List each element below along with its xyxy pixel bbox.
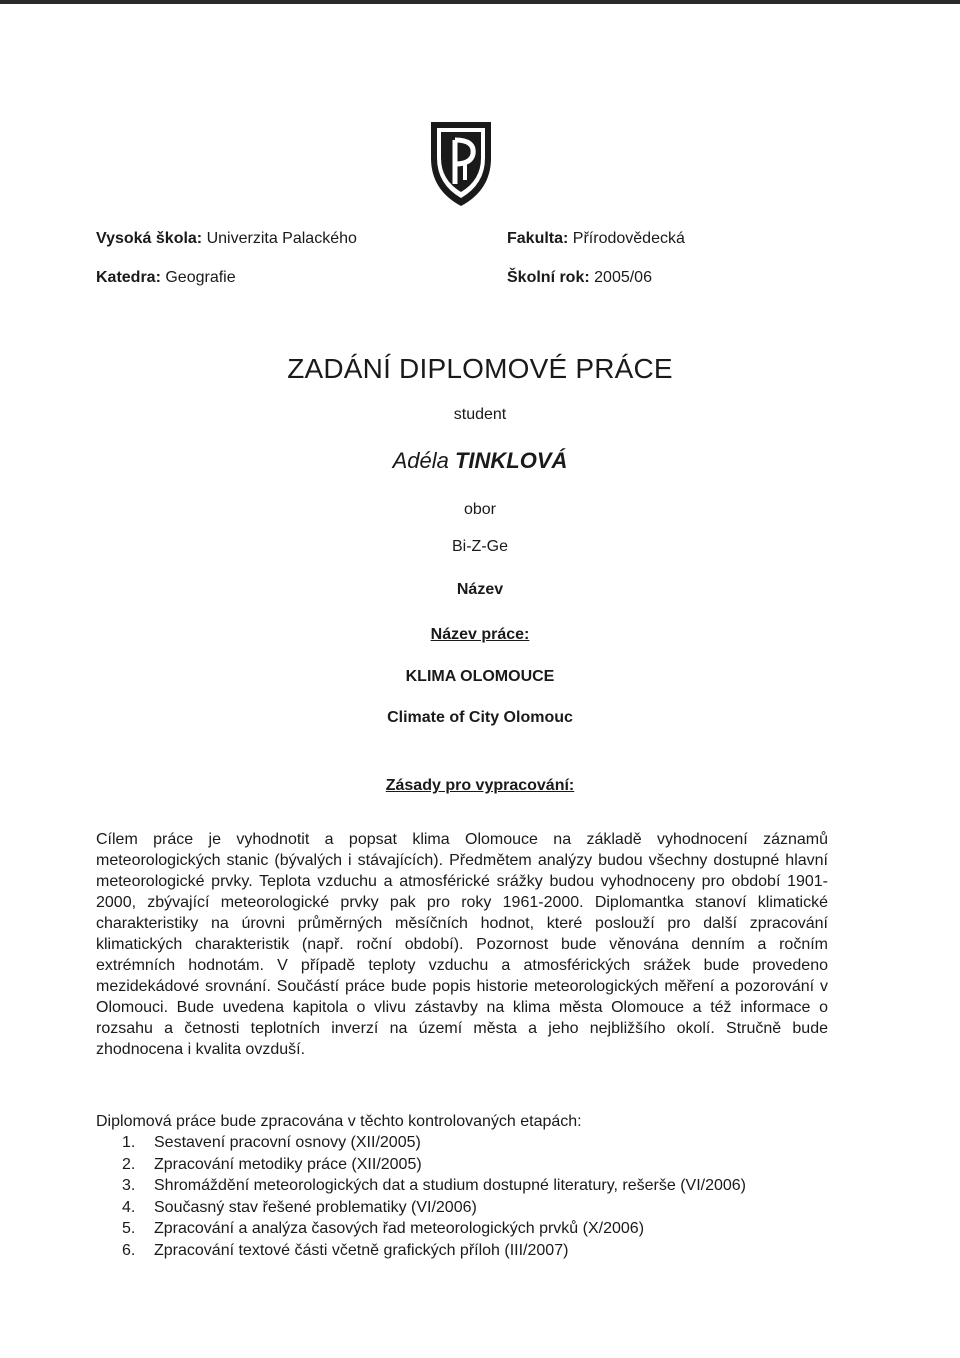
principles-heading: Zásady pro vypracování: (385, 777, 575, 794)
student-name (0, 448, 960, 474)
list-item-number: 4. (122, 1198, 136, 1216)
thesis-name-label: Název práce: (430, 626, 530, 643)
list-item-number: 2. (122, 1155, 136, 1173)
list-item (96, 1197, 746, 1219)
list-item-number: 3. (122, 1177, 136, 1194)
list-item-text: Současný stav řešené problematiky (VI/2006) (154, 1198, 477, 1216)
list-item (96, 1218, 746, 1240)
school-year-value: 2005/06 (594, 269, 652, 286)
department-row (96, 268, 236, 288)
list-item (96, 1240, 746, 1262)
list-item-text: Zpracování textové části včetně grafických příloh (III/2007) (154, 1241, 569, 1259)
list-item-number: 6. (122, 1241, 136, 1259)
stages-intro: Diplomová práce bude zpracována v těchto kontrolovaných etapách: (96, 1113, 582, 1130)
list-item-number: 1. (122, 1134, 136, 1151)
name-label: Název (456, 581, 504, 598)
stages-list (96, 1132, 746, 1261)
page-top-rule (0, 0, 960, 4)
list-item-text: Shromáždění meteorologických dat a studium dostupné literatury, rešerše (VI/2006) (154, 1177, 746, 1194)
faculty-label: Fakulta: (507, 230, 569, 247)
principles-heading-row (0, 776, 960, 796)
list-item (96, 1132, 746, 1154)
thesis-title-cz: KLIMA OLOMOUCE (405, 668, 555, 685)
list-item-text: Zpracování metodiky práce (XII/2005) (154, 1155, 422, 1173)
field-value: Bi-Z-Ge (452, 538, 508, 555)
school-year-row (507, 268, 652, 288)
thesis-name-label-row (0, 625, 960, 645)
department-value: Geografie (165, 269, 236, 286)
school-row (96, 229, 357, 249)
list-item-text: Zpracování a analýza časových řad meteorologických prvků (X/2006) (154, 1220, 645, 1237)
faculty-row (507, 229, 685, 249)
school-year-label: Školní rok: (507, 269, 590, 286)
list-item (96, 1175, 746, 1197)
list-item-number: 5. (122, 1220, 136, 1237)
faculty-value: Přírodovědecká (572, 230, 685, 247)
student-surname: TINKLOVÁ (454, 448, 568, 473)
list-item-text: Sestavení pracovní osnovy (XII/2005) (154, 1134, 421, 1151)
thesis-title-en: Climate of City Olomouc (387, 709, 573, 726)
department-label: Katedra: (96, 269, 161, 286)
school-value: Univerzita Palackého (206, 230, 357, 247)
school-label: Vysoká škola: (96, 230, 203, 247)
field-label: obor (463, 501, 497, 518)
university-seal-icon (425, 118, 497, 210)
student-label: student (453, 406, 507, 423)
student-first-name: Adéla (392, 448, 449, 473)
list-item (96, 1154, 746, 1176)
principles-paragraph: Cílem práce je vyhodnotit a popsat klima Olomouce na základě vyhodnocení záznamů meteorologických stanic (bývalých i stávajících). Předmětem analýzy budou všechny dostupné hlavní meteorologické prvky. Teplota vzduchu a atmosférické srážky budou vyhodnoceny pro období 1901-2000, zbývající meteorologické prvky pak pro roky 1961-2000. Diplomantka stanoví klimatické charakteristiky na úrovni průměrných měsíčních hodnot, které poslouží pro další zpracování klimatických charakteristik (např. roční období). Pozornost bude věnována denním a ročním extrémních hodnotám. V případě teploty vzduchu a atmosférických srážek bude provedeno mezidekádové srovnání. Součástí práce bude popis historie meteorologických měření a pozorování v Olomouci. Bude uvedena kapitola o vlivu zástavby na klima města Olomouce a též informace o rozsahu a četnosti teplotních inverzí na území města a jeho nejbližšího okolí. Stručně bude zhodnocena i kvalita ovzduší. (96, 831, 828, 1058)
document-title: ZADÁNÍ DIPLOMOVÉ PRÁCE (287, 353, 673, 384)
